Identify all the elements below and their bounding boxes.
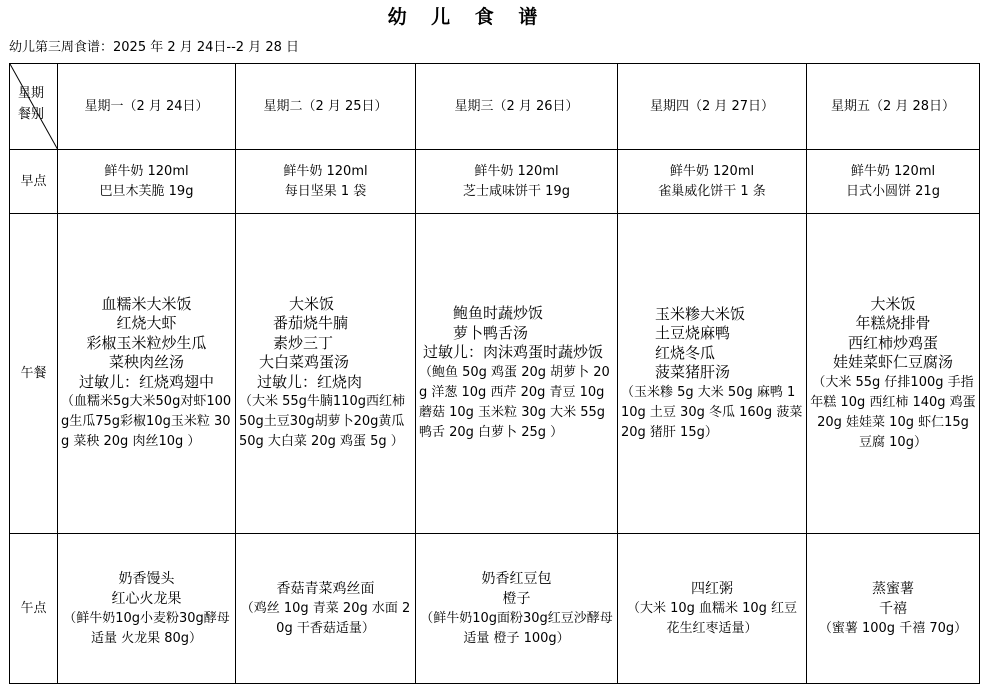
lunch-dish: 年糕烧排骨 [855, 314, 931, 332]
lunch-dish: 彩椒玉米粒炒生瓜 [86, 333, 207, 352]
breakfast-item: 鲜牛奶 120ml [850, 163, 936, 179]
lunch-dish: 西红柿炒鸡蛋 [847, 333, 938, 352]
day-header-wed: 星期三（2 月 26日） [416, 64, 618, 150]
breakfast-cell-fri [807, 150, 980, 214]
breakfast-item: 日式小圆饼 21g [846, 183, 940, 199]
breakfast-cell-wed [416, 150, 618, 214]
weekday-axis-label: 星期 [18, 86, 45, 101]
lunch-dish: 大白菜鸡蛋汤 [259, 353, 350, 372]
allergy-alternative: 过敏儿：肉沫鸡蛋时蔬炒饭 [423, 343, 604, 362]
meal-label-breakfast: 早点 [10, 150, 58, 214]
snack-cell-fri [807, 534, 980, 684]
lunch-cell-thu [618, 214, 807, 534]
snack-cell-tue [236, 534, 416, 684]
day-header-fri: 星期五（2 月 28日） [807, 64, 980, 150]
snack-cell-wed [416, 534, 618, 684]
lunch-dish: 素炒三丁 [273, 333, 334, 352]
ingredients-text: （鲜牛奶10g面粉30g红豆沙酵母适量 橙子 100g） [420, 610, 613, 646]
snack-dish: 红心火龙果 [111, 590, 182, 607]
lunch-dish: 土豆烧麻鸭 [655, 324, 731, 342]
snack-dish: 香菇青菜鸡丝面 [276, 580, 375, 597]
allergy-alternative: 过敏儿：红烧鸡翅中 [78, 372, 214, 391]
meal-label-lunch: 午餐 [10, 214, 58, 534]
snack-dish: 橙子 [502, 590, 531, 607]
breakfast-item: 芝士咸味饼干 19g [463, 183, 570, 199]
lunch-dish: 血糯米大米饭 [101, 294, 192, 313]
meal-label-snack: 午点 [10, 534, 58, 684]
day-header-mon: 星期一（2 月 24日） [58, 64, 236, 150]
ingredients-text: （大米 55g 仔排100g 手指年糕 10g 西红柿 140g 鸡蛋 20g 娃娃菜 10g 虾仁15g 豆腐 10g） [810, 374, 976, 450]
lunch-cell-mon [58, 214, 236, 534]
day-header-tue: 星期二（2 月 25日） [236, 64, 416, 150]
ingredients-text: （血糯米5g大米50g对虾100g生瓜75g彩椒10g玉米粒 30g 菜秧 20g 肉丝10g ） [61, 394, 232, 450]
menu-table [9, 63, 980, 684]
ingredients-text: （鲍鱼 50g 鸡蛋 20g 胡萝卜 20g 洋葱 10g 西芹 20g 青豆 10g 蘑菇 10g 玉米粒 30g 大米 55g 鸭舌 20g 白萝卜 25g ） [419, 364, 610, 440]
lunch-cell-fri [807, 214, 980, 534]
lunch-cell-wed [416, 214, 618, 534]
lunch-dish: 菜秧肉丝汤 [108, 353, 184, 372]
snack-dish: 奶香馒头 [118, 570, 175, 587]
ingredients-text: （鲜牛奶10g小麦粉30g酵母适量 火龙果 80g） [63, 610, 230, 646]
lunch-dish: 大米饭 [289, 294, 335, 313]
ingredients-text: （玉米糁 5g 大米 50g 麻鸭 110g 土豆 30g 冬瓜 160g 菠菜 20g 猪肝 15g） [621, 384, 803, 440]
lunch-row [10, 214, 980, 534]
breakfast-cell-thu [618, 150, 807, 214]
breakfast-item: 每日坚果 1 袋 [284, 183, 367, 199]
lunch-dish: 萝卜鸭舌汤 [453, 323, 529, 342]
ingredients-text: （大米 55g牛腩110g西红柿50g土豆30g胡萝卜20g黄瓜 50g 大白菜 20g 鸡蛋 5g ） [239, 394, 405, 450]
lunch-dish: 娃娃菜虾仁豆腐汤 [832, 353, 953, 371]
lunch-dish: 红烧大虾 [116, 314, 177, 333]
lunch-dish: 菠菜猪肝汤 [655, 363, 731, 381]
lunch-dish: 番茄烧牛腩 [273, 314, 349, 333]
header-row [10, 64, 980, 150]
menu-week-subtitle: 幼儿第三周食谱：2025 年 2 月 24日--2 月 28 日 [9, 40, 300, 55]
lunch-dish: 鲍鱼时蔬炒饭 [453, 304, 544, 323]
snack-dish: 千禧 [879, 600, 907, 617]
page-title: 幼 儿 食 谱 [387, 6, 547, 28]
breakfast-item: 鲜牛奶 120ml [474, 163, 559, 179]
breakfast-item: 鲜牛奶 120ml [669, 163, 755, 179]
ingredients-text: （蜜薯 100g 千禧 70g） [818, 620, 968, 636]
breakfast-item: 鲜牛奶 120ml [283, 163, 368, 179]
lunch-dish: 大米饭 [870, 294, 916, 313]
lunch-cell-tue [236, 214, 416, 534]
snack-cell-mon [58, 534, 236, 684]
breakfast-row [10, 150, 980, 214]
snack-row [10, 534, 980, 684]
meal-axis-label: 餐别 [18, 107, 45, 122]
breakfast-item: 雀巢威化饼干 1 条 [658, 183, 766, 199]
day-header-thu: 星期四（2 月 27日） [618, 64, 807, 150]
breakfast-cell-mon [58, 150, 236, 214]
snack-dish: 四红粥 [691, 580, 733, 597]
breakfast-item: 鲜牛奶 120ml [104, 163, 189, 179]
ingredients-text: （鸡丝 10g 青菜 20g 水面 20g 干香菇适量） [240, 600, 411, 636]
lunch-dish: 红烧冬瓜 [655, 343, 716, 362]
snack-cell-thu [618, 534, 807, 684]
snack-dish: 奶香红豆包 [481, 570, 552, 587]
breakfast-cell-tue [236, 150, 416, 214]
corner-cell [10, 64, 58, 150]
ingredients-text: （大米 10g 血糯米 10g 红豆花生红枣适量） [626, 600, 798, 636]
allergy-alternative: 过敏儿：红烧肉 [257, 372, 363, 391]
snack-dish: 蒸蜜薯 [872, 580, 914, 597]
breakfast-item: 巴旦木芙脆 19g [99, 183, 194, 199]
lunch-dish: 玉米糁大米饭 [655, 304, 746, 323]
